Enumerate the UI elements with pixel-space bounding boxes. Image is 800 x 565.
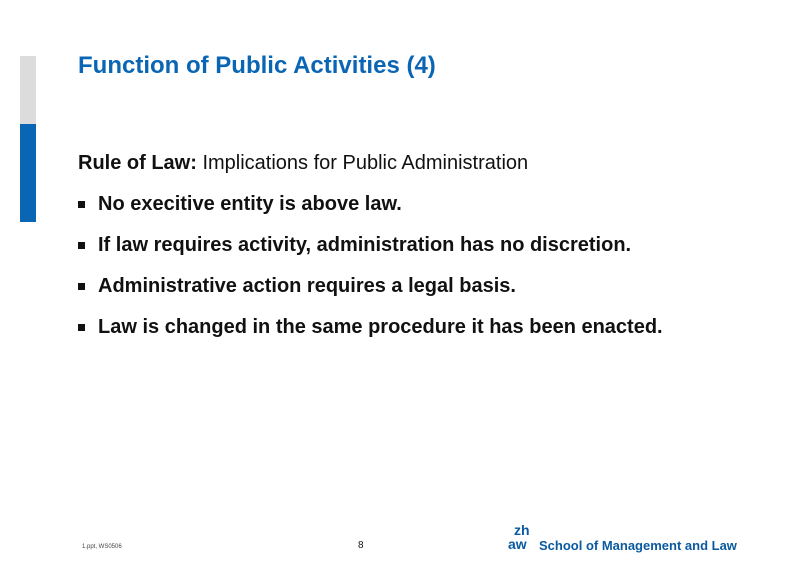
bullet-text: Law is changed in the same procedure it has been enacted. <box>98 316 663 338</box>
accent-bar-grey <box>20 56 36 124</box>
square-bullet-icon <box>78 324 85 331</box>
slide-title: Function of Public Activities (4) <box>78 52 436 79</box>
square-bullet-icon <box>78 283 85 290</box>
bullet-list <box>78 192 663 356</box>
bullet-item <box>78 192 663 233</box>
bullet-text: If law requires activity, administration has no discretion. <box>98 234 632 256</box>
subtitle-rest: Implications for Public Administration <box>196 152 529 174</box>
logo-text: School of Management and Law <box>539 538 737 553</box>
bullet-item <box>78 233 663 274</box>
bullet-item <box>78 274 663 315</box>
square-bullet-icon <box>78 242 85 249</box>
subtitle-lead: Rule of Law: <box>78 152 197 174</box>
accent-bar-blue <box>20 124 36 222</box>
square-bullet-icon <box>78 201 85 208</box>
footer-file-id: 1.ppt, WS0506 <box>82 544 122 550</box>
bullet-text: Administrative action requires a legal basis. <box>98 275 516 297</box>
bullet-text: No execitive entity is above law. <box>98 193 402 215</box>
zhaw-logo <box>508 524 748 552</box>
page-number: 8 <box>358 540 364 551</box>
slide-subtitle <box>78 152 528 175</box>
zhaw-logo-mark <box>508 524 538 552</box>
bullet-item <box>78 315 663 356</box>
logo-mark-top: zh <box>514 522 530 538</box>
logo-mark-bottom: aw <box>508 536 527 552</box>
